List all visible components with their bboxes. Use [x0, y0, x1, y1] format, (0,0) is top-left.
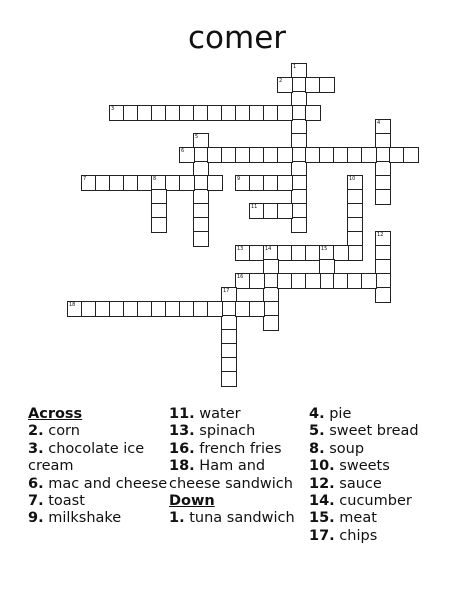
down-heading: Down: [169, 493, 215, 510]
grid-cell[interactable]: [361, 273, 377, 289]
grid-cell[interactable]: [319, 77, 335, 93]
clue-number: 2: [279, 78, 283, 84]
clue-number: 5: [195, 134, 199, 140]
grid-cell[interactable]: [375, 287, 391, 303]
grid-cell[interactable]: [361, 147, 377, 163]
grid-cell[interactable]: [179, 147, 195, 163]
grid-cell[interactable]: [249, 273, 265, 289]
grid-cell[interactable]: [305, 273, 321, 289]
clue-down-10: 10. sweets: [309, 458, 390, 475]
clue-number: 9: [237, 176, 241, 182]
clue-across-3: 3. chocolate ice cream: [28, 440, 145, 475]
clue-number: 12: [377, 232, 384, 238]
grid-cell[interactable]: [249, 301, 265, 317]
clue-number: 17: [223, 288, 230, 294]
grid-cell[interactable]: [277, 147, 293, 163]
clue-column-3: [309, 406, 459, 545]
grid-cell[interactable]: [291, 217, 307, 233]
grid-cell[interactable]: [403, 147, 419, 163]
grid-cell[interactable]: [347, 245, 363, 261]
clue-number: 13: [237, 246, 244, 252]
clue-down-15: 15. meat: [309, 510, 377, 527]
clue-across-2: 2. corn: [28, 423, 80, 440]
clue-across-9: 9. milkshake: [28, 510, 122, 527]
clue-number: 15: [321, 246, 328, 252]
grid-cell[interactable]: [207, 175, 223, 191]
clue-across-18: 18. Ham and cheese sandwich: [169, 458, 293, 492]
grid-cell[interactable]: [277, 203, 293, 219]
grid-cell[interactable]: [193, 231, 209, 247]
clue-number: 1: [293, 64, 297, 70]
clue-across-13: 13. spinach: [169, 423, 256, 440]
clue-down-1: 1. tuna sandwich: [169, 510, 295, 527]
grid-cell[interactable]: [333, 245, 349, 261]
grid-cell[interactable]: [277, 77, 293, 93]
across-heading: Across: [28, 406, 83, 422]
clue-number: 10: [349, 176, 356, 182]
clue-down-17: 17. chips: [309, 527, 378, 544]
clue-number: 8: [153, 176, 157, 182]
clue-across-11: 11. water: [169, 406, 241, 422]
grid-cell[interactable]: [375, 189, 391, 205]
clue-number: 14: [265, 246, 272, 252]
clue-across-7: 7. toast: [28, 493, 85, 510]
grid-cell[interactable]: [263, 315, 279, 331]
clue-down-14: 14. cucumber: [309, 493, 412, 510]
clue-number: 6: [181, 148, 185, 154]
clue-number: 7: [83, 176, 87, 182]
clue-column-1: [28, 406, 170, 528]
puzzle-title: comer: [187, 20, 287, 56]
grid-cell[interactable]: [221, 371, 237, 387]
clue-number: 4: [377, 120, 381, 126]
clue-down-8: 8. soup: [309, 440, 365, 457]
clue-number: 16: [237, 274, 244, 280]
grid-cell[interactable]: [305, 105, 321, 121]
clue-number: 18: [69, 302, 76, 308]
grid-cell[interactable]: [277, 175, 293, 191]
grid-cell[interactable]: [207, 301, 223, 317]
clue-number: 3: [111, 106, 115, 112]
grid-cell[interactable]: [151, 217, 167, 233]
clue-number: 11: [251, 204, 258, 210]
clue-column-2: [169, 406, 301, 528]
grid-cell[interactable]: [277, 105, 293, 121]
clue-across-6: 6. mac and cheese: [28, 475, 168, 492]
clue-down-5: 5. sweet bread: [309, 423, 419, 440]
clue-down-12: 12. sauce: [309, 475, 382, 492]
grid-cell[interactable]: [179, 175, 195, 191]
clue-across-16: 16. french fries: [169, 440, 282, 457]
clue-down-4: 4. pie: [309, 406, 352, 422]
